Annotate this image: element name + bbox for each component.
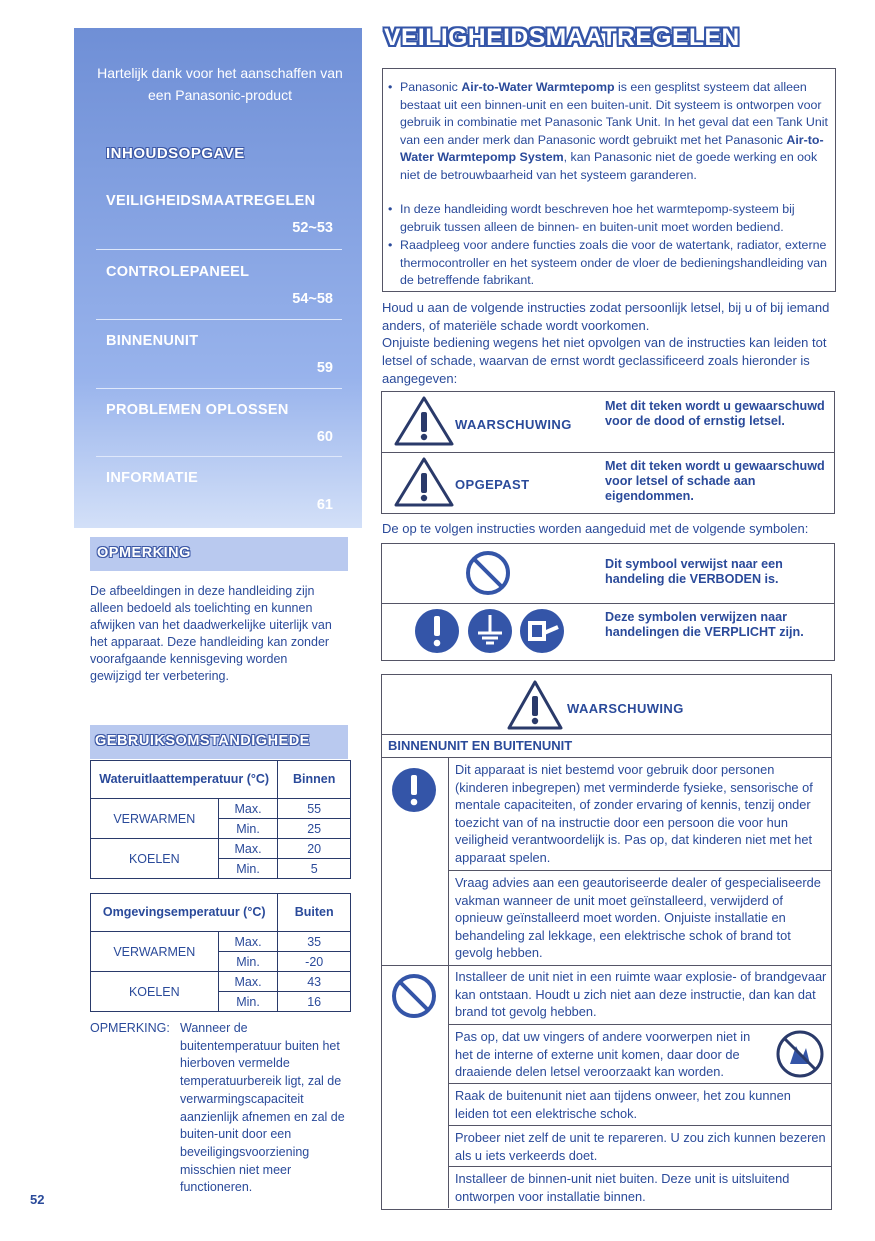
divider: [448, 1083, 832, 1084]
bullet-item: • Panasonic Air-to-Water Warmtepomp is een gesplitst systeem dat alleen bestaat uit een binnen-unit en een buiten-unit. Dit systeem is ontworpen voor gebruik in combinatie met Panasonic Tank Unit. In het geval dat een Tank Unit van een ander merk dan Panasonic wordt gebruikt met het Panasonic Air-to-Water Warmtepomp System, kan Panasonic niet de goede werking en ook niet de betrouwbaarheid van het systeem garanderen.: [388, 80, 828, 182]
max-value: 55: [278, 799, 351, 819]
divider: [448, 1166, 832, 1167]
warning-item: Vraag advies aan een geautoriseerde dealer of gespecialiseerde vakman wanneer de unit moet geïnstalleerd, verwijderd of opnieuw geïnstalleerd moet worden. Onjuiste installatie en behandeling zal lekkage, een elektrische schok of brand tot gevolg hebben.: [455, 875, 821, 961]
mode-cell: VERWARMEN: [91, 799, 219, 839]
max-label: Max.: [218, 839, 278, 859]
divider: [96, 249, 342, 250]
water-temp-table: [90, 760, 351, 879]
min-value: 5: [278, 859, 351, 879]
toc-page: 54~58: [292, 291, 333, 307]
ground-icon: [466, 607, 514, 655]
min-label: Min.: [218, 952, 278, 972]
toc-item-informatie[interactable]: INFORMATIE: [106, 470, 199, 486]
toc-item-controlepaneel[interactable]: CONTROLEPANEEL: [106, 264, 250, 280]
warning-item: Installeer de unit niet in een ruimte waar explosie- of brandgevaar kan ontstaan. Houdt u zich niet aan deze instructie, dan kan dat brand tot gevolg hebben.: [455, 969, 827, 1020]
table-header: Omgevingsemperatuur (°C): [91, 894, 278, 932]
warning-label: WAARSCHUWING: [455, 417, 572, 432]
mandatory-icon: [390, 766, 438, 814]
mode-cell: KOELEN: [91, 972, 219, 1012]
note-text: Wanneer de buitentemperatuur buiten het hierboven vermelde temperatuurbereik ligt, zal de verwarmingscapaciteit aanzienlijk afnemen en zal de buiten-unit door een beveiligingsvoorziening misschien niet meer functioneren.: [180, 1021, 345, 1195]
min-label: Min.: [218, 992, 278, 1012]
toc-item-problemen[interactable]: PROBLEMEN OPLOSSEN: [106, 402, 289, 418]
divider: [381, 734, 832, 735]
warning-item: Dit apparaat is niet bestemd voor gebruik door personen (kinderen inbegrepen) met verminderde fysieke, sensorische of mentale capaciteiten, of zonder ervaring of kennis, tenzij onder toezicht van of na instructie door een persoon die voor hun veiligheid verantwoordelijk is. Pas op, dat kinderen niet met het apparaat spelen.: [455, 762, 813, 865]
min-value: -20: [278, 952, 351, 972]
opmerking-text: De afbeeldingen in deze handleiding zijn alleen bedoeld als toelichting en kunnen afwijken van het daadwerkelijke uiterlijk van het apparaat. Deze handleiding kan zonder voorafgaande kennisgeving worden gewijzigd ter verbetering.: [90, 584, 332, 683]
section-heading: BINNENUNIT EN BUITENUNIT: [388, 738, 573, 753]
warning-icon: [506, 679, 564, 731]
prohibited-icon: [464, 549, 512, 597]
divider: [381, 965, 832, 966]
no-fingers-icon: [776, 1030, 824, 1078]
note-label: OPMERKING:: [90, 1021, 170, 1035]
divider: [96, 456, 342, 457]
ambient-temp-table: [90, 893, 351, 1012]
intro-paragraph: Houd u aan de volgende instructies zodat persoonlijk letsel, bij u of bij iemand anders, of materiële schade wordt voorkomen.: [382, 300, 830, 333]
max-value: 35: [278, 932, 351, 952]
table-header: Buiten: [278, 894, 351, 932]
divider: [96, 319, 342, 320]
mode-cell: VERWARMEN: [91, 932, 219, 972]
prohibited-icon: [390, 972, 438, 1020]
conditions-title: GEBRUIKSOMSTANDIGHEDE: [95, 733, 310, 749]
forbidden-desc: Dit symbool verwijst naar een handeling die VERBODEN is.: [605, 557, 783, 586]
max-value: 43: [278, 972, 351, 992]
warning-item: Raak de buitenunit niet aan tijdens onweer, het zou kunnen leiden tot een elektrische schok.: [455, 1088, 791, 1121]
caution-desc: Met dit teken wordt u gewaarschuwd voor letsel of schade aan eigendommen.: [605, 459, 825, 503]
toc-page: 52~53: [292, 220, 333, 236]
divider: [96, 388, 342, 389]
mode-cell: KOELEN: [91, 839, 219, 879]
min-label: Min.: [218, 859, 278, 879]
warning-item: Pas op, dat uw vingers of andere voorwerpen niet in het de interne of externe unit komen, daar door de draaiende delen letsel veroorzaakt kan worden.: [455, 1029, 751, 1080]
divider: [448, 757, 449, 1208]
max-label: Max.: [218, 932, 278, 952]
divider: [448, 870, 832, 871]
bullet-item: • In deze handleiding wordt beschreven hoe het warmtepomp-systeem bij gebruik tussen alleen de binnen- en buiten-unit moet worden bediend.: [388, 202, 795, 234]
symbols-intro: De op te volgen instructies worden aangeduid met de volgende symbolen:: [382, 521, 809, 536]
table-header: Wateruitlaattemperatuur (°C): [91, 761, 278, 799]
toc-item-binnenunit[interactable]: BINNENUNIT: [106, 333, 199, 349]
divider: [448, 1125, 832, 1126]
warning-item: Probeer niet zelf de unit te repareren. U zou zich kunnen bezeren als u iets verkeerds doet.: [455, 1130, 826, 1163]
warning-item: Installeer de binnen-unit niet buiten. Deze unit is uitsluitend ontworpen voor installatie binnen.: [455, 1171, 790, 1204]
warning-table-label: WAARSCHUWING: [567, 701, 684, 716]
unplug-icon: [518, 607, 566, 655]
caution-label: OPGEPAST: [455, 477, 530, 492]
min-value: 25: [278, 819, 351, 839]
max-label: Max.: [218, 799, 278, 819]
bullet-item: • Raadpleeg voor andere functies zoals die voor de watertank, radiator, externe thermocontroller en het systeem onder de vloer de bedieningshandleiding van de betreffende fabrikant.: [388, 238, 828, 288]
table-header: Binnen: [278, 761, 351, 799]
divider: [448, 1024, 832, 1025]
max-value: 20: [278, 839, 351, 859]
min-label: Min.: [218, 819, 278, 839]
thanks-text: Hartelijk dank voor het aanschaffen van een Panasonic-product: [97, 65, 343, 103]
warning-desc: Met dit teken wordt u gewaarschuwd voor de dood of ernstig letsel.: [605, 399, 825, 428]
mandatory-icon: [413, 607, 461, 655]
max-label: Max.: [218, 972, 278, 992]
warning-icon: [393, 395, 455, 447]
toc-item-veiligheid[interactable]: VEILIGHEIDSMAATREGELEN: [106, 193, 316, 209]
page-number: 52: [30, 1192, 45, 1207]
toc-page: 60: [316, 429, 333, 445]
page-title: VEILIGHEIDSMAATREGELEN: [384, 24, 740, 51]
caution-icon: [393, 456, 455, 508]
toc-title: INHOUDSOPGAVE: [106, 145, 245, 162]
toc-page: 59: [316, 360, 333, 376]
mandatory-desc: Deze symbolen verwijzen naar handelingen die VERPLICHT zijn.: [605, 610, 804, 639]
toc-page: 61: [316, 497, 333, 513]
min-value: 16: [278, 992, 351, 1012]
intro-paragraph: Onjuiste bediening wegens het niet opvolgen van de instructies kan leiden tot letsel of schade, waarvan de ernst wordt geclassificeerd zoals hieronder is aangegeven:: [382, 335, 827, 386]
opmerking-title: OPMERKING: [97, 545, 191, 561]
